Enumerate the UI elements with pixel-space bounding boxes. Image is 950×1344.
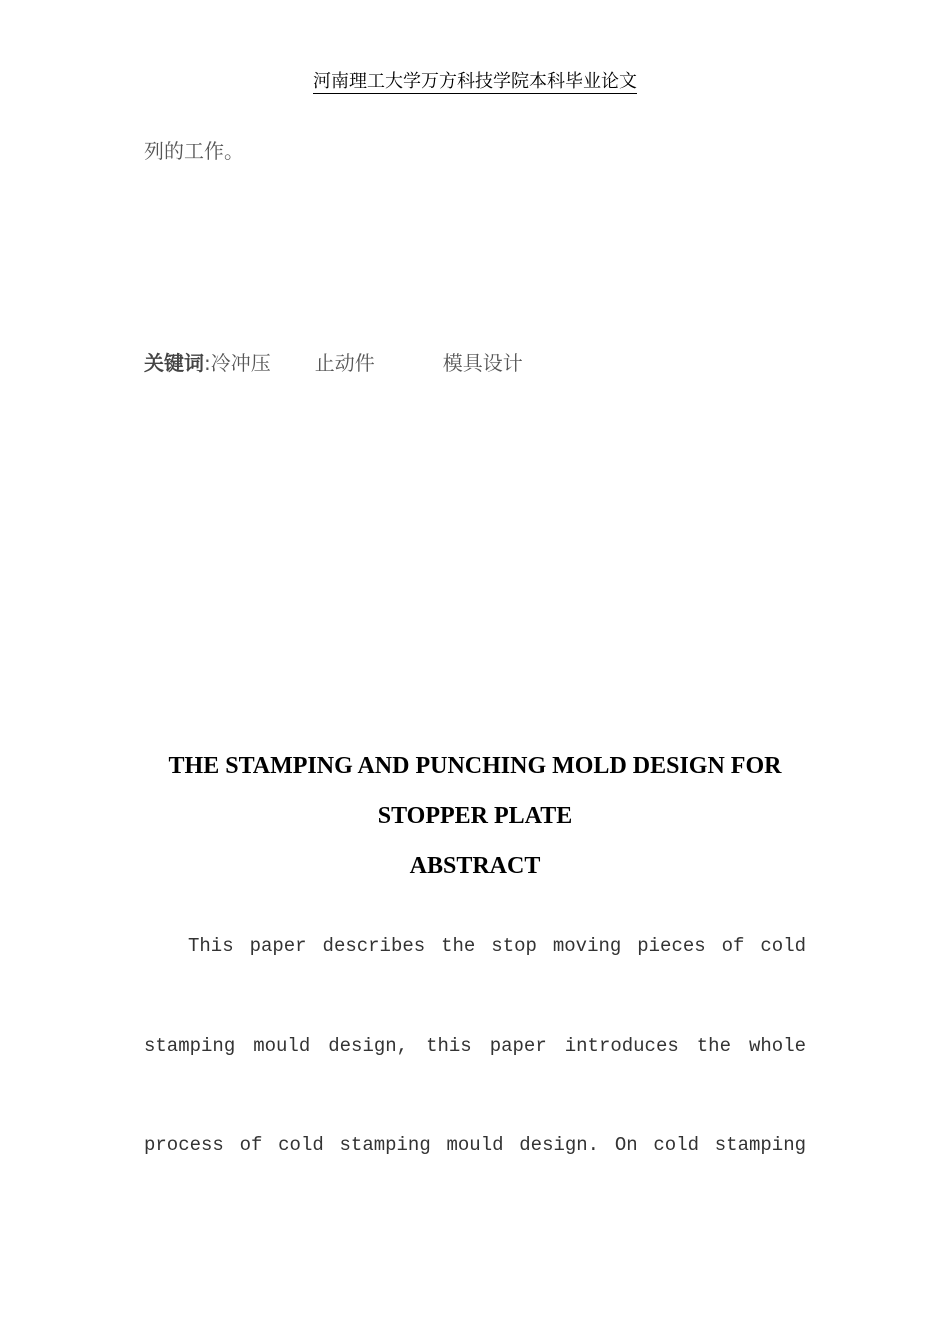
header-title: 河南理工大学万方科技学院本科毕业论文	[313, 71, 637, 92]
chinese-abstract-continuation: 列的工作。	[144, 139, 244, 163]
page-header	[0, 70, 950, 94]
keywords-line	[144, 350, 523, 376]
abstract-text-line: This paper describes the stop moving pieces of cold	[188, 935, 806, 957]
abstract-text-line: stamping mould design, this paper introduces the whole	[144, 1035, 806, 1057]
keyword-item: 冷冲压	[210, 351, 271, 375]
abstract-heading: ABSTRACT	[409, 853, 541, 879]
abstract-text-line: process of cold stamping mould design. On cold stamping	[144, 1134, 806, 1156]
keywords-label: 关键词	[144, 351, 204, 375]
keyword-item: 模具设计	[442, 351, 523, 375]
keyword-item: 止动件	[314, 351, 375, 375]
keywords-colon: :	[204, 351, 211, 375]
english-title-line1: THE STAMPING AND PUNCHING MOLD DESIGN FOR	[168, 753, 782, 779]
english-title-line2: STOPPER PLATE	[377, 803, 573, 829]
